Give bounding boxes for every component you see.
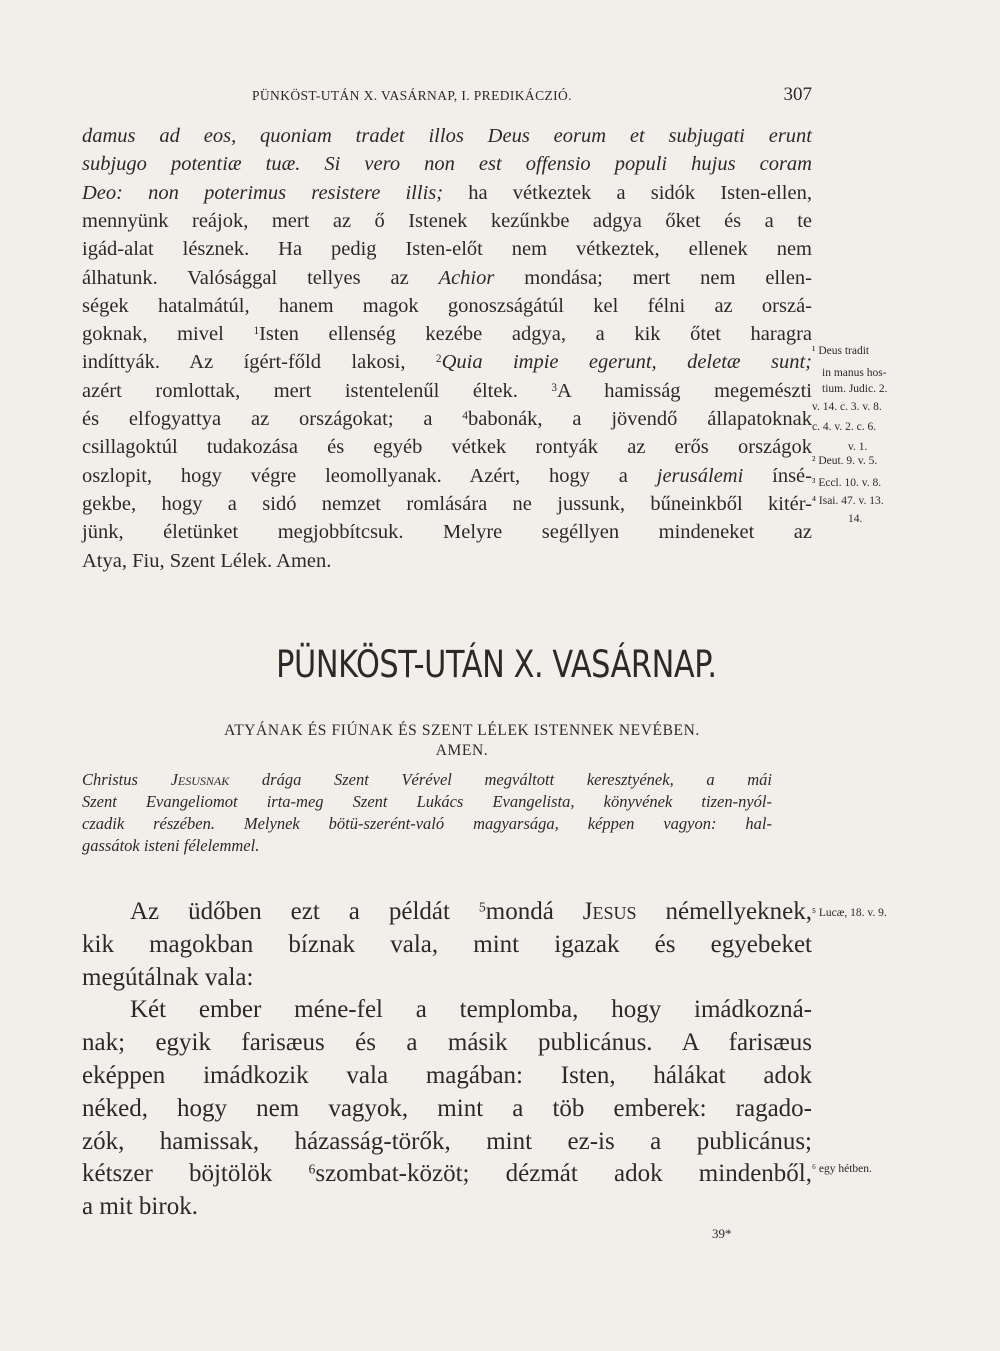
- margin-note: v. 14. c. 3. v. 8.: [812, 401, 882, 413]
- intro-line-line: [82, 813, 772, 835]
- text-segment: mennyünk reájok, mert az ő Istenek kezűnkbe adgya őket és a te: [82, 209, 812, 232]
- top-line-line: [82, 462, 812, 490]
- gopel-lines-line: [82, 1026, 812, 1060]
- text-segment: goknak, mivel: [82, 323, 254, 346]
- text-segment: Két ember méne-fel a templomba, hogy imádkozná-: [130, 996, 812, 1024]
- italic-text: Deo: non poterimus resistere illis;: [82, 181, 444, 204]
- text-segment: mondása; mert nem ellen-: [494, 266, 812, 289]
- margin-note: ⁵ Lucæ, 18. v. 9.: [812, 907, 887, 919]
- text-segment: kik magokban bíznak vala, mint igazak és egyebeket: [82, 930, 812, 958]
- gopel-lines-line: [130, 993, 812, 1027]
- gopel-lines-line: [82, 1157, 812, 1191]
- margin-note: ⁴ Isai. 47. v. 13.: [812, 495, 884, 507]
- margin-note: v. 1.: [848, 441, 868, 453]
- section-title: PÜNKÖST-UTÁN X. VASÁRNAP.: [276, 643, 717, 686]
- margin-note: in manus hos-: [822, 367, 887, 379]
- gopel-lines-line: [82, 1190, 812, 1224]
- top-line-line: [82, 377, 812, 405]
- text-segment: nak; egyik farisæus és a másik publicánus. A farisæus: [82, 1029, 812, 1057]
- text-segment: némellyeknek,: [636, 898, 812, 925]
- gopel-lines-line: [82, 1092, 812, 1126]
- text-segment: eképpen imádkozik vala magában: Isten, hálákat adok: [82, 1062, 812, 1089]
- italic-text: jerusálemi: [656, 464, 744, 487]
- text-segment: megútálnak vala:: [82, 963, 254, 991]
- top-line-line: [82, 179, 812, 207]
- top-line-line: [82, 433, 812, 461]
- text-segment: babonák, a jövendő állapatoknak: [467, 408, 812, 430]
- invocation-line-1: ATYÁNAK ÉS FIÚNAK ÉS SZENT LÉLEK ISTENNEK NEVÉBEN.: [224, 722, 700, 739]
- top-line-line: [82, 150, 812, 178]
- margin-note: 14.: [848, 513, 863, 525]
- italic-text: Achior: [438, 266, 495, 289]
- text-segment: Az üdőben ezt a példát: [130, 898, 479, 925]
- text-segment: néked, hogy nem vagyok, mint a töb emberek: ragado-: [82, 1094, 812, 1122]
- text-segment: és elfogyattya az országokat; a: [82, 408, 463, 430]
- text-segment: szombat-közöt; dézmát adok mindenből,: [315, 1160, 812, 1188]
- text-segment: ségek hatalmátúl, hanem magok gonoszságátúl kel félni az orszá-: [82, 294, 812, 317]
- intro-line-line: [82, 791, 772, 813]
- margin-note: tium. Judic. 2.: [822, 383, 888, 395]
- margin-note: ³ Eccl. 10. v. 8.: [812, 477, 882, 489]
- text-segment: igád-alat lésznek. Ha pedig Isten-előt nem vétkeztek, ellenek nem: [82, 238, 812, 261]
- text-segment: jünk, életünket megjobbítcsuk. Melyre segéllyen mindeneket az: [82, 521, 812, 544]
- gopel-lines-line: [82, 961, 812, 995]
- footnote-marker: 3: [551, 381, 558, 394]
- text-segment: Christus: [82, 770, 171, 789]
- text-segment: Isten ellenség kezébe adgya, a kik őtet haragra: [259, 323, 812, 346]
- top-line-line: [82, 348, 812, 376]
- small-caps-text: Jesus: [582, 898, 637, 925]
- margin-note: ² Deut. 9. v. 5.: [812, 455, 878, 467]
- gopel-lines-line: [130, 895, 812, 929]
- text-segment: azért romlottak, mert istentelenűl éltek.: [82, 379, 552, 402]
- running-head-title: PÜNKÖST-UTÁN X. VASÁRNAP, I. PREDIKÁCZIÓ.: [252, 88, 572, 103]
- text-segment: gekbe, hogy a sidó nemzet romlására ne jussunk, bűneinkből kitér-: [82, 492, 812, 515]
- top-line-line: [82, 490, 812, 518]
- gopel-lines-line: [82, 1059, 812, 1093]
- margin-note: c. 4. v. 2. c. 6.: [812, 421, 877, 433]
- text-segment: álhatunk. Valósággal tellyes az: [82, 266, 439, 289]
- footnote-marker: 6: [308, 1161, 316, 1177]
- intro-line-line: [82, 835, 772, 857]
- text-segment: csillagoktúl tudakozása és egyéb vétkek rontyák az erős országok: [82, 436, 812, 459]
- text-segment: ínsé-: [743, 464, 812, 487]
- margin-note: ⁶ egy hétben.: [812, 1163, 872, 1175]
- top-line-line: [82, 547, 812, 575]
- text-segment: a mit birok.: [82, 1193, 198, 1221]
- italic-text: Quia impie egerunt, deletæ sunt;: [441, 351, 812, 374]
- text-segment: drága Szent Vérével megváltott keresztyének, a mái: [229, 770, 772, 789]
- top-line-line: [82, 207, 812, 235]
- text-segment: oszlopit, hogy végre leomollyanak. Azért, hogy a: [82, 464, 657, 487]
- small-caps-text: Jesusnak: [170, 770, 230, 789]
- footnote-marker: 5: [478, 899, 486, 915]
- text-segment: indíttyák. Az ígért-főld lakosi,: [82, 351, 436, 374]
- text-segment: A hamisság megemészti: [557, 379, 813, 402]
- gopel-lines-line: [82, 928, 812, 962]
- gopel-lines-line: [82, 1125, 812, 1159]
- footnote-marker: 4: [462, 409, 468, 422]
- italic-text: damus ad eos, quoniam tradet illos Deus eorum et subjugati erunt: [82, 125, 812, 147]
- text-segment: ha vétkeztek a sidók Isten-ellen,: [443, 181, 812, 204]
- footnote-marker: 1: [253, 324, 260, 337]
- top-line-line: [82, 405, 812, 433]
- text-segment: Szent Evangeliomot irta-meg Szent Lukács Evangelista, könyvének tizen-nyól-: [82, 792, 772, 811]
- signature-mark: 39*: [712, 1226, 732, 1241]
- invocation-line-2: AMEN.: [435, 742, 489, 759]
- top-line-line: [82, 292, 812, 320]
- text-segment: kétszer böjtölök: [82, 1160, 309, 1188]
- text-segment: Atya, Fiu, Szent Lélek. Amen.: [82, 549, 332, 572]
- top-line-line: [82, 264, 812, 292]
- top-line-line: [82, 122, 812, 150]
- page-number: 307: [783, 84, 812, 105]
- intro-line-line: [82, 769, 772, 791]
- top-line-line: [82, 518, 812, 546]
- text-segment: mondá: [485, 898, 583, 925]
- text-segment: zók, hamissak, házasság-törők, mint ez-is a publicánus;: [82, 1127, 812, 1155]
- top-line-line: [82, 320, 812, 348]
- italic-text: subjugo potentiæ tuæ. Si vero non est offensio populi hujus coram: [82, 153, 812, 176]
- footnote-marker: 2: [435, 353, 442, 366]
- running-head: [82, 84, 812, 114]
- margin-note: ¹ Deus tradit: [812, 345, 870, 357]
- text-segment: gassátok isteni félelemmel.: [82, 836, 260, 855]
- text-segment: czadik részében. Melynek bötü-szerént-való magyarsága, képpen vagyon: hal-: [82, 814, 772, 833]
- top-line-line: [82, 235, 812, 263]
